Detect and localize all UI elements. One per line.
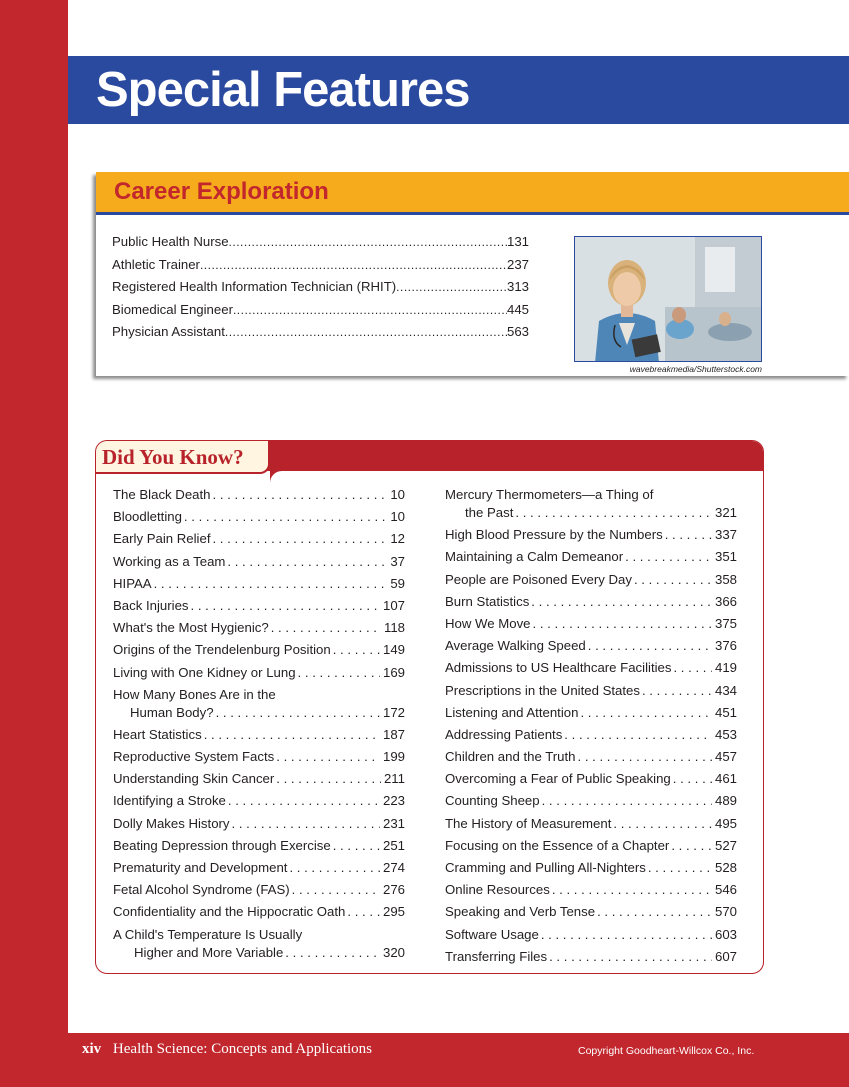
career-item[interactable] — [112, 324, 529, 347]
item-page: 118 — [383, 620, 405, 636]
dot-leader — [646, 859, 712, 877]
item-title: Early Pain Relief — [113, 531, 211, 547]
list-item[interactable] — [113, 837, 405, 855]
dot-leader — [345, 903, 380, 921]
item-title: HIPAA — [113, 575, 152, 591]
item-page: 434 — [714, 682, 737, 698]
list-item[interactable] — [113, 664, 405, 682]
item-page: 570 — [714, 904, 737, 920]
page-number: xiv — [82, 1041, 102, 1057]
list-item[interactable] — [113, 748, 405, 766]
item-title: Average Walking Speed — [445, 638, 586, 654]
career-exploration-header — [96, 172, 849, 215]
left-margin-bar — [0, 0, 68, 1087]
list-item[interactable] — [113, 641, 405, 659]
dot-leader — [562, 726, 712, 744]
item-title: A Child's Temperature Is Usually — [113, 926, 303, 942]
list-item[interactable] — [445, 859, 737, 877]
item-title: Overcoming a Fear of Public Speaking — [445, 771, 671, 787]
item-page: 528 — [714, 860, 737, 875]
list-item[interactable] — [113, 508, 405, 526]
dot-leader — [229, 235, 507, 249]
item-page: 10 — [390, 487, 405, 502]
dot-leader — [671, 659, 712, 677]
photo-credit: wavebreakmedia/Shutterstock.com — [629, 364, 762, 374]
career-item-title: Athletic Trainer — [112, 256, 200, 272]
dot-leader — [669, 837, 712, 855]
item-page: 276 — [382, 882, 405, 898]
list-item[interactable] — [113, 903, 405, 921]
item-title: Reproductive System Facts — [113, 749, 275, 765]
dot-leader — [531, 615, 712, 633]
item-page: 223 — [382, 793, 405, 809]
dot-leader — [269, 619, 381, 637]
item-title: The History of Measurement — [445, 815, 612, 831]
item-page: 607 — [714, 948, 737, 964]
item-title: Focusing on the Essence of a Chapter — [445, 837, 670, 853]
career-list — [112, 234, 529, 347]
career-item-title: Public Health Nurse — [112, 234, 229, 249]
list-item[interactable] — [445, 948, 737, 966]
item-title-continued: Human Body? — [130, 704, 214, 720]
item-page: 495 — [714, 815, 737, 831]
career-item[interactable] — [112, 279, 529, 302]
item-page: 375 — [714, 615, 737, 631]
list-item[interactable] — [445, 486, 737, 522]
list-item[interactable] — [445, 704, 737, 722]
item-title: Prescriptions in the United States — [445, 682, 640, 698]
item-page: 351 — [714, 549, 737, 565]
list-item[interactable] — [113, 926, 405, 962]
did-you-know-right-column — [445, 486, 737, 970]
dot-leader — [331, 641, 380, 659]
item-page: 251 — [382, 837, 405, 853]
list-item[interactable] — [113, 726, 405, 744]
item-page: 211 — [383, 771, 405, 787]
dot-leader — [225, 325, 507, 339]
item-title: Understanding Skin Cancer — [113, 771, 275, 787]
item-page: 546 — [714, 882, 737, 898]
item-page: 603 — [714, 926, 737, 942]
list-item[interactable] — [445, 903, 737, 921]
nurse-photo — [574, 236, 762, 362]
item-page: 461 — [714, 771, 737, 787]
did-you-know-left-column — [113, 486, 405, 966]
book-title: Health Science: Concepts and Applications — [112, 1041, 373, 1057]
dot-leader — [274, 748, 380, 766]
list-item[interactable] — [113, 553, 405, 571]
item-title: Transferring Files — [445, 948, 548, 964]
dot-leader — [611, 815, 712, 833]
item-title: People are Poisoned Every Day — [445, 571, 632, 587]
item-page: 451 — [714, 704, 737, 720]
dot-leader — [331, 837, 380, 855]
career-item-title: Physician Assistant — [112, 324, 225, 339]
item-page: 231 — [382, 815, 405, 831]
career-item[interactable] — [112, 302, 529, 325]
dot-leader — [211, 486, 388, 504]
career-item-page: 313 — [506, 279, 529, 294]
dot-leader — [296, 664, 380, 682]
item-title-continued: the Past — [465, 505, 514, 520]
item-title: Fetal Alcohol Syndrome (FAS) — [113, 882, 290, 898]
list-item[interactable] — [113, 815, 405, 833]
dot-leader — [547, 948, 712, 966]
list-item[interactable] — [113, 686, 405, 722]
list-item[interactable] — [445, 682, 737, 700]
item-title: Back Injuries — [113, 597, 189, 613]
career-item-page: 445 — [506, 301, 529, 317]
dot-leader — [210, 530, 387, 548]
item-page: 358 — [714, 571, 737, 587]
dot-leader — [152, 575, 388, 593]
list-item[interactable] — [113, 597, 405, 615]
item-title: Origins of the Trendelenburg Position — [113, 642, 331, 658]
list-item[interactable] — [113, 859, 405, 877]
item-page: 107 — [382, 597, 405, 613]
career-exploration-box — [96, 172, 849, 376]
item-page: 274 — [382, 860, 405, 875]
dot-leader — [576, 748, 712, 766]
item-title: Children and the Truth — [445, 749, 576, 765]
footer-copyright: Copyright Goodheart-Willcox Co., Inc. — [578, 1045, 755, 1057]
nurse-photo-illustration — [575, 237, 762, 362]
list-item[interactable] — [113, 881, 405, 899]
list-item[interactable] — [445, 815, 737, 833]
dot-leader — [226, 792, 380, 810]
career-item[interactable] — [112, 234, 529, 257]
list-item[interactable] — [113, 575, 405, 593]
dot-leader — [539, 926, 712, 944]
list-item[interactable] — [445, 792, 737, 810]
item-title: Online Resources — [445, 882, 550, 898]
list-item[interactable] — [445, 659, 737, 677]
item-page: 12 — [390, 531, 405, 547]
item-title: How We Move — [445, 615, 531, 631]
dot-leader — [632, 571, 712, 589]
item-page: 320 — [382, 944, 405, 960]
item-title: Speaking and Verb Tense — [445, 904, 596, 920]
list-item[interactable] — [113, 770, 405, 788]
item-title: Living with One Kidney or Lung — [113, 664, 296, 680]
item-page: 527 — [714, 837, 737, 853]
career-item-title: Biomedical Engineer — [112, 301, 233, 317]
list-item[interactable] — [445, 548, 737, 566]
career-exploration-heading: Career Exploration — [114, 178, 329, 205]
item-title: Addressing Patients — [445, 726, 563, 742]
did-you-know-box — [95, 440, 764, 974]
item-page: 172 — [382, 704, 405, 720]
did-you-know-tab — [96, 441, 270, 474]
dot-leader — [182, 508, 387, 526]
dot-leader — [396, 280, 507, 294]
item-title: Working as a Team — [113, 553, 226, 569]
dot-leader — [290, 881, 380, 899]
item-title: Burn Statistics — [445, 593, 530, 609]
item-page: 453 — [714, 726, 737, 742]
item-title: Prematurity and Development — [113, 860, 288, 875]
career-item-page: 237 — [506, 256, 529, 272]
list-item[interactable] — [113, 530, 405, 548]
item-page: 337 — [714, 527, 737, 543]
list-item[interactable] — [445, 526, 737, 544]
item-title: Mercury Thermometers—a Thing of — [445, 487, 654, 502]
page-title: Special Features — [96, 63, 470, 117]
item-title: The Black Death — [113, 487, 211, 502]
title-band — [68, 56, 849, 124]
item-title-continued: Higher and More Variable — [134, 944, 284, 960]
item-page: 489 — [714, 793, 737, 809]
item-page: 376 — [714, 638, 737, 654]
item-page: 37 — [390, 553, 405, 569]
dot-leader — [550, 881, 712, 899]
career-item-title: Registered Health Information Technician (RHIT) — [112, 279, 397, 294]
list-item[interactable] — [445, 593, 737, 611]
list-item[interactable] — [445, 770, 737, 788]
dot-leader — [230, 815, 380, 833]
item-title: Confidentiality and the Hippocratic Oath — [113, 904, 346, 920]
item-page: 187 — [382, 726, 405, 742]
footer-book-info — [82, 1041, 372, 1058]
dot-leader — [529, 593, 712, 611]
list-item[interactable] — [445, 748, 737, 766]
dot-leader — [287, 859, 380, 877]
dot-leader — [578, 704, 712, 722]
dot-leader — [202, 726, 380, 744]
item-title: Cramming and Pulling All-Nighters — [445, 860, 646, 875]
dot-leader — [189, 597, 380, 615]
dot-leader — [513, 504, 712, 522]
item-title: Beating Depression through Exercise — [113, 837, 331, 853]
career-item-page: 563 — [506, 324, 529, 339]
dot-leader — [274, 770, 381, 788]
item-title: Admissions to US Healthcare Facilities — [445, 660, 672, 676]
item-page: 59 — [390, 575, 405, 591]
item-page: 321 — [714, 505, 737, 520]
list-item[interactable] — [445, 726, 737, 744]
list-item[interactable] — [445, 837, 737, 855]
item-title: Counting Sheep — [445, 793, 540, 809]
list-item[interactable] — [445, 881, 737, 899]
dot-leader — [214, 704, 380, 722]
career-item[interactable] — [112, 257, 529, 280]
list-item[interactable] — [445, 571, 737, 589]
list-item[interactable] — [113, 486, 405, 504]
item-title: Identifying a Stroke — [113, 793, 226, 809]
item-page: 366 — [714, 593, 737, 609]
dot-leader — [663, 526, 712, 544]
dot-leader — [640, 682, 712, 700]
item-title: How Many Bones Are in the — [113, 686, 276, 702]
item-title: Dolly Makes History — [113, 815, 230, 831]
dot-leader — [540, 792, 712, 810]
dot-leader — [586, 637, 712, 655]
item-page: 295 — [382, 904, 405, 920]
item-title: Bloodletting — [113, 509, 182, 525]
item-title: Heart Statistics — [113, 726, 202, 742]
dot-leader — [225, 553, 387, 571]
item-page: 457 — [714, 749, 737, 765]
item-page: 10 — [390, 509, 405, 525]
item-page: 149 — [382, 642, 405, 658]
career-item-page: 131 — [506, 234, 529, 249]
list-item[interactable] — [113, 619, 405, 637]
item-page: 419 — [714, 660, 737, 676]
item-title: High Blood Pressure by the Numbers — [445, 527, 663, 543]
dot-leader — [623, 548, 712, 566]
list-item[interactable] — [445, 637, 737, 655]
dot-leader — [233, 303, 507, 317]
dot-leader — [200, 258, 507, 272]
item-page: 169 — [382, 664, 405, 680]
item-title: What's the Most Hygienic? — [113, 620, 269, 636]
item-page: 199 — [382, 749, 405, 765]
list-item[interactable] — [445, 926, 737, 944]
list-item[interactable] — [445, 615, 737, 633]
did-you-know-heading: Did You Know? — [102, 445, 244, 469]
dot-leader — [595, 903, 712, 921]
item-title: Maintaining a Calm Demeanor — [445, 549, 624, 565]
dot-leader — [671, 770, 712, 788]
list-item[interactable] — [113, 792, 405, 810]
dot-leader — [283, 944, 380, 962]
item-title: Listening and Attention — [445, 704, 579, 720]
item-title: Software Usage — [445, 926, 539, 942]
